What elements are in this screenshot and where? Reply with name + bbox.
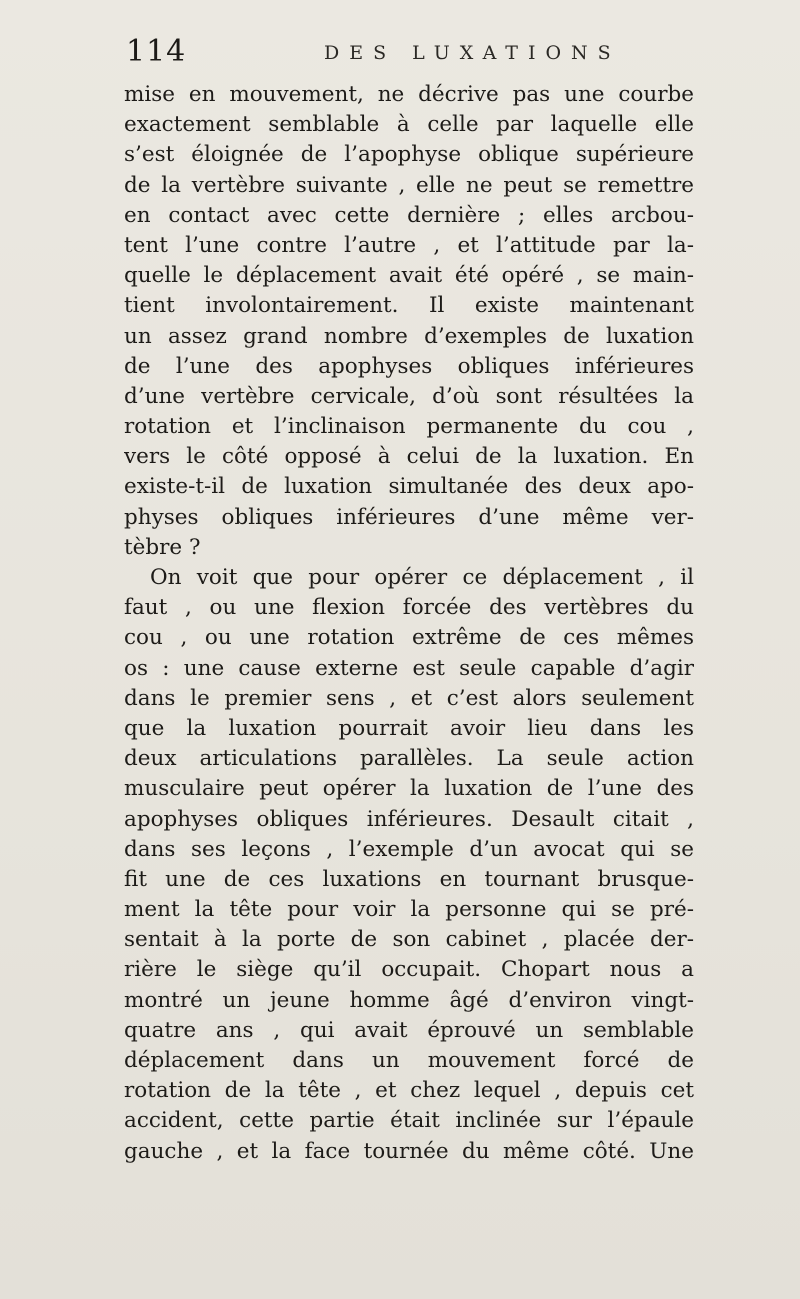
text-line: dans le premier sens , et c’est alors seulement	[124, 685, 694, 711]
text-line: existe-t-il de luxation simultanée des deux apo-	[124, 474, 694, 500]
text-line: tèbre ?	[124, 534, 201, 560]
text-line: cou , ou une rotation extrême de ces mêmes	[124, 625, 694, 651]
text-line: mise en mouvement, ne décrive pas une courbe	[124, 82, 694, 107]
running-title: DES LUXATIONS	[324, 42, 621, 64]
text-line: de la vertèbre suivante , elle ne peut se remettre	[124, 172, 694, 198]
text-line: deux articulations parallèles. La seule action	[124, 746, 694, 772]
text-line: gauche , et la face tournée du même côté. Une	[124, 1138, 694, 1164]
text-line: On voit que pour opérer ce déplacement , il	[150, 565, 694, 590]
text-line: faut , ou une flexion forcée des vertèbres du	[124, 595, 694, 621]
text-line: apophyses obliques inférieures. Desault citait ,	[124, 806, 694, 832]
text-line: musculaire peut opérer la luxation de l’une des	[124, 776, 694, 802]
text-line: que la luxation pourrait avoir lieu dans les	[124, 715, 694, 741]
text-line: dans ses leçons , l’exemple d’un avocat qui se	[124, 836, 694, 862]
text-line: d’une vertèbre cervicale, d’où sont résultées la	[124, 383, 694, 409]
text-line: s’est éloignée de l’apophyse oblique supérieure	[124, 142, 694, 168]
text-line: déplacement dans un mouvement forcé de	[124, 1048, 694, 1073]
text-line: montré un jeune homme âgé d’environ vingt-	[124, 987, 694, 1013]
page-header	[126, 32, 686, 72]
page-number: 114	[126, 34, 187, 69]
text-line: vers le côté opposé à celui de la luxation. En	[124, 444, 694, 470]
text-line: rotation et l’inclinaison permanente du cou ,	[124, 414, 694, 440]
text-line: physes obliques inférieures d’une même ver-	[124, 504, 694, 530]
body-text	[124, 80, 694, 1167]
text-line: os : une cause externe est seule capable d’agir	[124, 655, 694, 681]
text-line: ment la tête pour voir la personne qui se pré-	[124, 897, 694, 923]
text-line: rière le siège qu’il occupait. Chopart nous a	[124, 957, 694, 983]
text-line: tient involontairement. Il existe maintenant	[124, 293, 694, 319]
text-line: rotation de la tête , et chez lequel , depuis cet	[124, 1078, 694, 1104]
text-line: de l’une des apophyses obliques inférieures	[124, 353, 694, 379]
text-line: un assez grand nombre d’exemples de luxation	[124, 323, 694, 349]
text-line: fit une de ces luxations en tournant brusque-	[124, 866, 694, 892]
text-line: en contact avec cette dernière ; elles arcbou-	[124, 202, 694, 228]
text-line: quelle le déplacement avait été opéré , se main-	[124, 263, 694, 289]
text-line: accident, cette partie était inclinée sur l’épaule	[124, 1108, 694, 1134]
text-line: sentait à la porte de son cabinet , placée der-	[124, 927, 694, 953]
text-line: quatre ans , qui avait éprouvé un semblable	[124, 1017, 694, 1043]
text-line: tent l’une contre l’autre , et l’attitude par la-	[124, 232, 694, 258]
text-line: exactement semblable à celle par laquelle elle	[124, 112, 694, 138]
